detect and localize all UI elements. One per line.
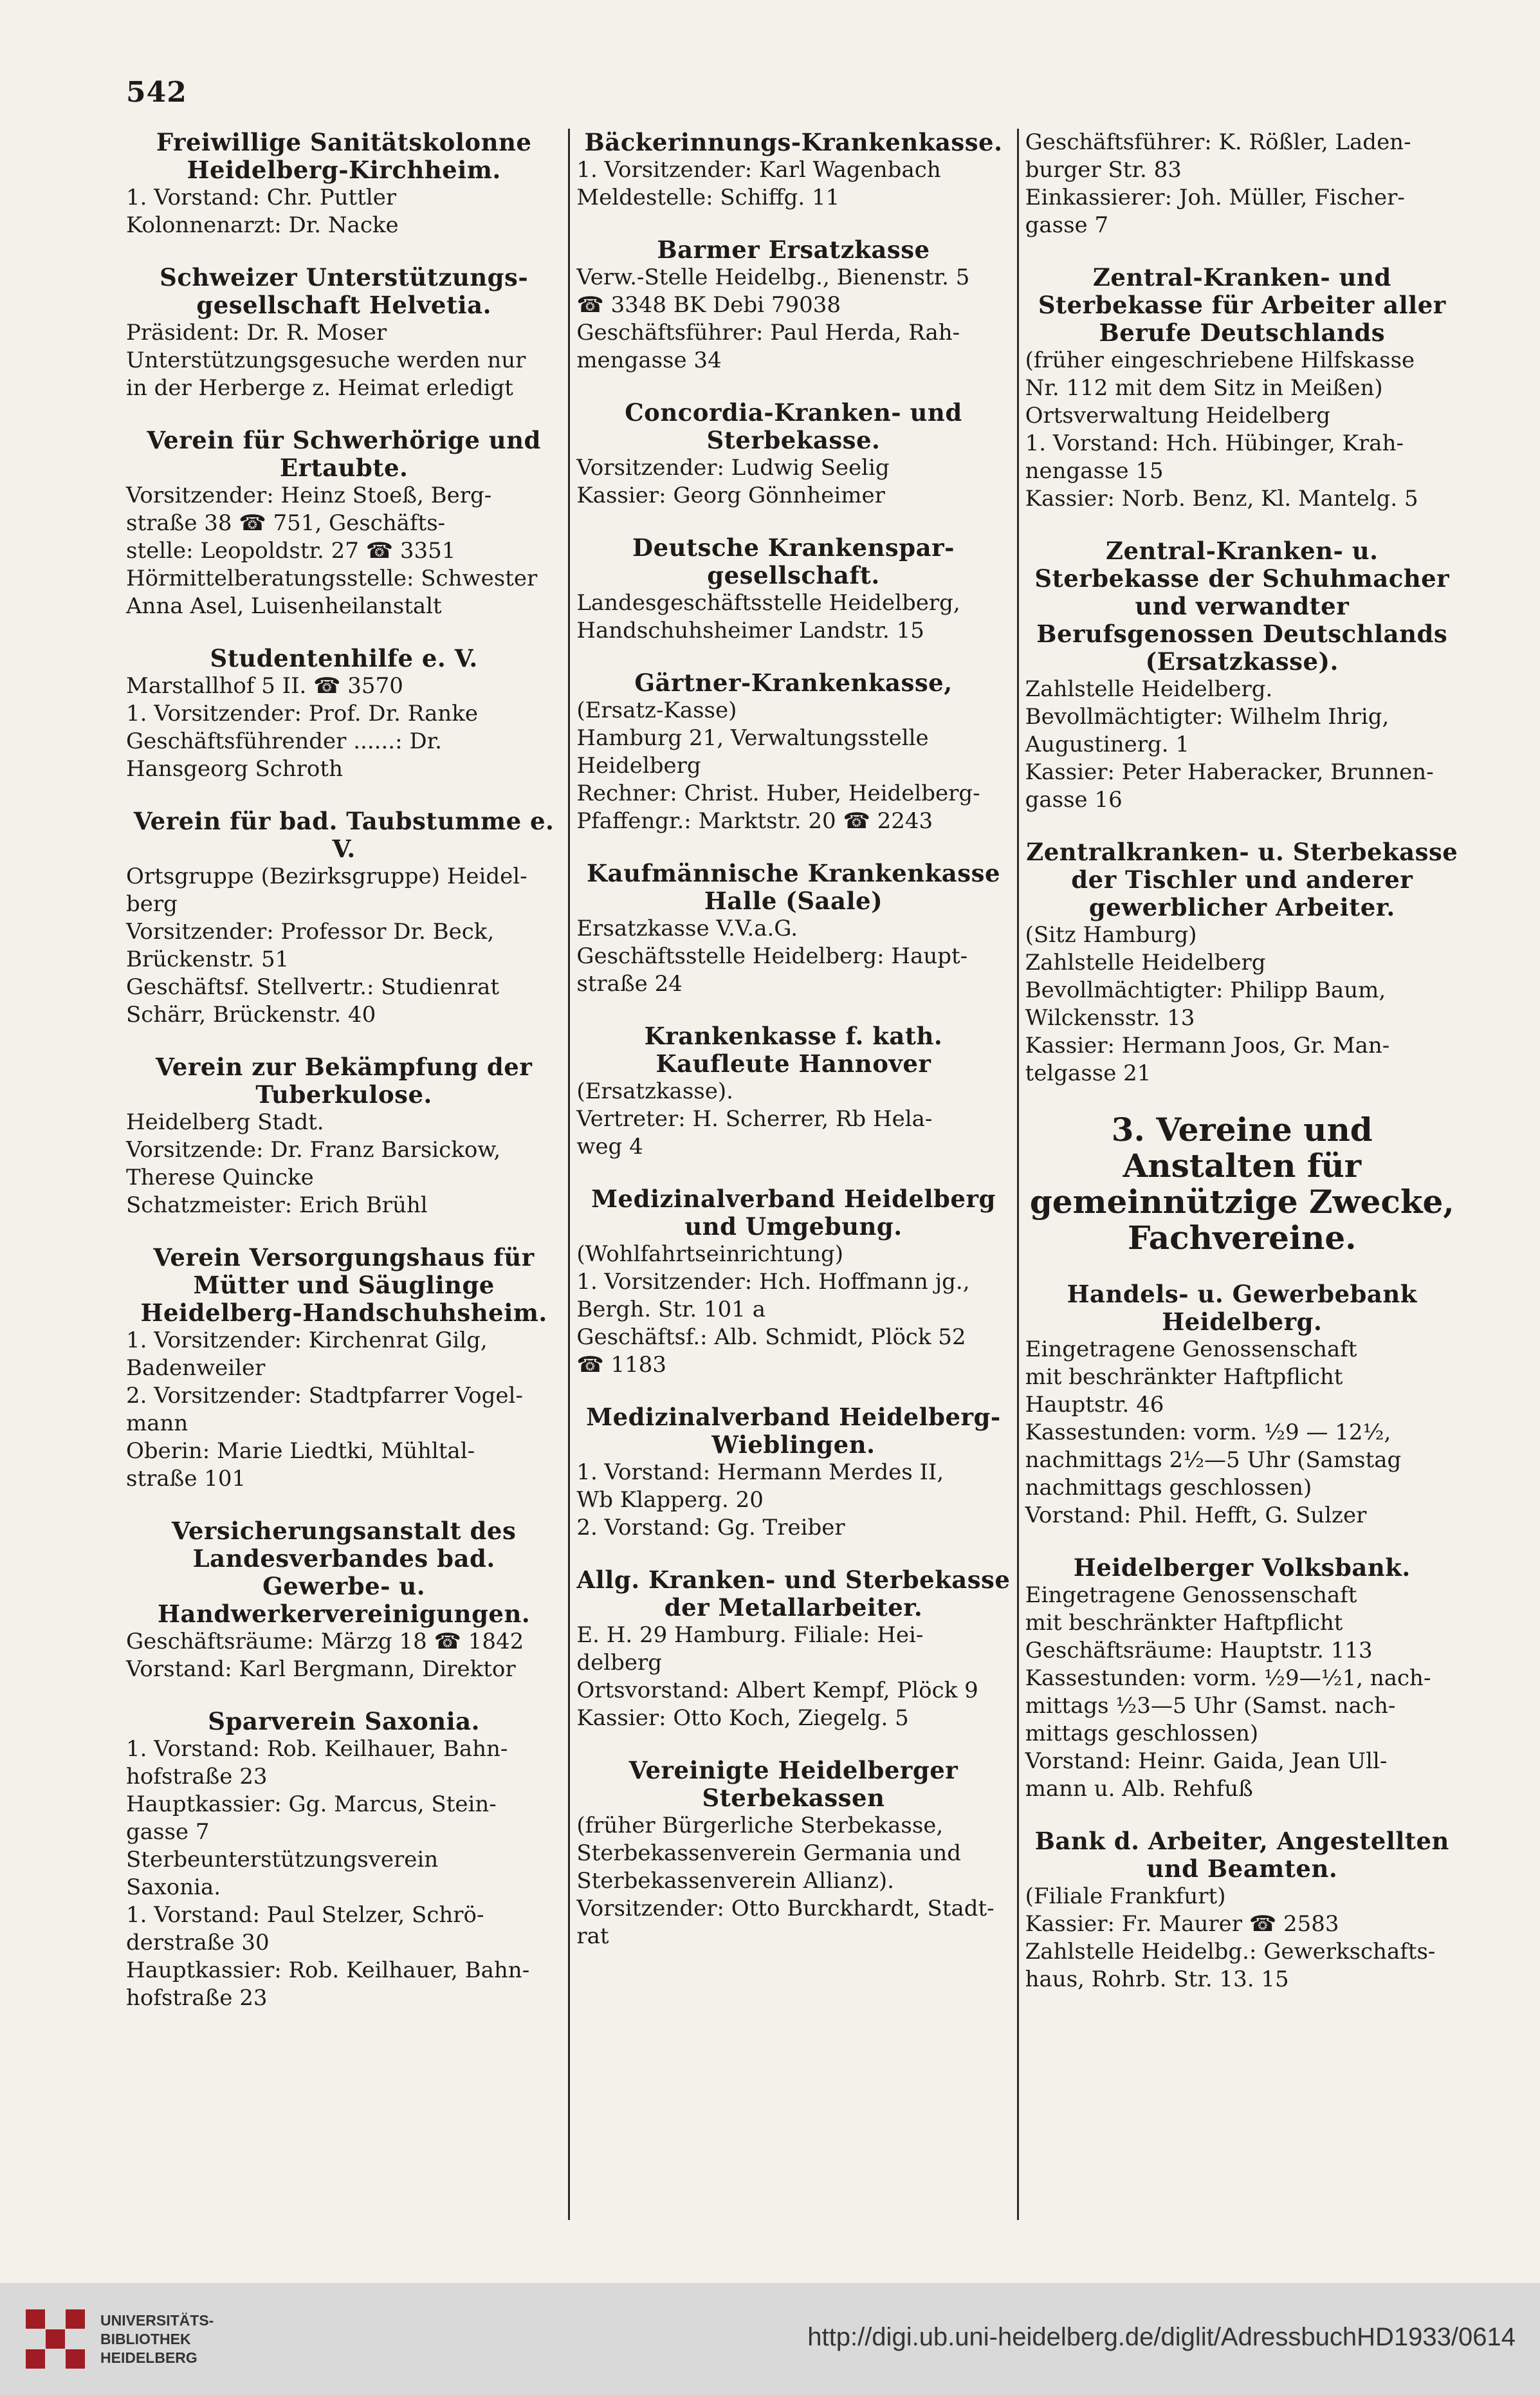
entry-heading: Handels- u. Gewerbebank Heidelberg. <box>1067 1280 1417 1336</box>
entry-heading: Verein für bad. Taubstumme e. V. <box>133 807 555 863</box>
entry-line: Eingetragene Genossenschaft <box>1025 1336 1357 1362</box>
directory-entry <box>126 1517 562 1683</box>
entry-heading: Heidelberger Volksbank. <box>1073 1553 1411 1582</box>
entry-line: Zahlstelle Heidelberg. <box>1025 676 1273 702</box>
entry-line: Handschuhsheimer Landstr. 15 <box>576 618 924 643</box>
entry-line: E. H. 29 Hamburg. Filiale: Hei- <box>576 1622 924 1648</box>
entry-line: Kassier: Georg Gönnheimer <box>576 483 885 508</box>
entry-line: 2. Vorsitzender: Stadtpfarrer Vogel- <box>126 1383 523 1409</box>
entry-heading: Schweizer Unterstützungs-gesellschaft Helvetia. <box>160 263 529 319</box>
directory-entry <box>576 860 1010 998</box>
entry-line: ☎ 3348 BK Debi 79038 <box>576 292 841 318</box>
column-left <box>120 129 568 2220</box>
entry-line: Wb Klapperg. 20 <box>576 1487 764 1513</box>
directory-entry <box>1025 838 1459 1087</box>
entry-line: Hamburg 21, Verwaltungsstelle <box>576 725 929 751</box>
entry-line: Ortsverwaltung Heidelberg <box>1025 403 1331 429</box>
entry-heading: Concordia-Kranken- und Sterbekasse. <box>625 398 962 454</box>
entry-line: Sterbeunterstützungsverein <box>126 1847 439 1873</box>
entry-line: Pfaffengr.: Marktstr. 20 ☎ 2243 <box>576 808 933 834</box>
entry-line: 2. Vorstand: Gg. Treiber <box>576 1515 845 1540</box>
entry-line: Badenweiler <box>126 1355 266 1381</box>
entry-line: Kassier: Norb. Benz, Kl. Mantelg. 5 <box>1025 486 1418 512</box>
directory-entry <box>576 1403 1010 1542</box>
directory-entry <box>126 1053 562 1219</box>
entry-line: Kassier: Peter Haberacker, Brunnen- <box>1025 759 1434 785</box>
entry-line: (Ersatz-Kasse) <box>576 698 737 723</box>
entry-line: Hauptkassier: Gg. Marcus, Stein- <box>126 1791 497 1817</box>
library-name <box>100 2311 214 2367</box>
entry-line: Hörmittelberatungsstelle: Schwester <box>126 566 538 591</box>
directory-entry <box>126 808 562 1029</box>
library-name-line: BIBLIOTHEK <box>100 2330 191 2347</box>
entry-line: Kassier: Otto Koch, Ziegelg. 5 <box>576 1705 909 1731</box>
entry-line: Vorsitzender: Ludwig Seelig <box>576 455 890 481</box>
entry-line: Unterstützungsgesuche werden nur <box>126 347 526 373</box>
entry-line: weg 4 <box>576 1134 643 1160</box>
entry-line: Hauptstr. 46 <box>1025 1392 1164 1418</box>
entry-line: Bevollmächtigter: Philipp Baum, <box>1025 977 1386 1003</box>
entry-line: Bevollmächtigter: Wilhelm Ihrig, <box>1025 704 1389 730</box>
entry-heading: Sparverein Saxonia. <box>208 1707 481 1735</box>
entry-heading: Verein Versorgungshaus für Mütter und Säuglinge Heidelberg-Handschuhsheim. <box>140 1243 547 1327</box>
entry-heading: Medizinalverband Heidelberg-Wieblingen. <box>586 1403 1001 1459</box>
entry-heading: Vereinigte Heidelberger Sterbekassen <box>628 1756 958 1812</box>
directory-entry <box>576 1185 1010 1379</box>
entry-line: Ortsgruppe (Bezirksgruppe) Heidel- <box>126 864 527 889</box>
entry-line: mengasse 34 <box>576 347 722 373</box>
entry-heading: Bäckerinnungs-Krankenkasse. <box>584 129 1003 156</box>
entry-heading: Freiwillige Sanitätskolonne Heidelberg-Kirchheim. <box>156 129 532 184</box>
directory-entry <box>126 427 562 620</box>
entry-line: telgasse 21 <box>1025 1060 1151 1086</box>
entry-line: Landesgeschäftsstelle Heidelberg, <box>576 590 960 616</box>
entry-line: mit beschränkter Haftpflicht <box>1025 1610 1343 1636</box>
entry-line: Geschäftsstelle Heidelberg: Haupt- <box>576 943 968 969</box>
directory-entry <box>1025 264 1459 513</box>
entry-heading: Zentralkranken- u. Sterbekasse der Tischler und anderer gewerblicher Arbeiter. <box>1026 838 1458 921</box>
entry-line: gasse 7 <box>126 1819 210 1845</box>
entry-line: Geschäftsf. Stellvertr.: Studienrat <box>126 974 499 1000</box>
directory-entry <box>576 236 1010 375</box>
entry-line: ☎ 1183 <box>576 1352 666 1378</box>
entry-line: Geschäftsräume: Märzg 18 ☎ 1842 <box>126 1629 524 1654</box>
entry-line: Marstallhof 5 II. ☎ 3570 <box>126 673 403 699</box>
entry-line: 1. Vorsitzender: Hch. Hoffmann jg., <box>576 1269 970 1295</box>
entry-line: Präsident: Dr. R. Moser <box>126 320 387 346</box>
entry-line: Hauptkassier: Rob. Keilhauer, Bahn- <box>126 1957 530 1983</box>
directory-entry <box>126 129 562 239</box>
entry-line: Vorsitzender: Heinz Stoeß, Berg- <box>126 483 492 508</box>
page-number: 542 <box>126 76 187 109</box>
entry-line: Vorstand: Heinr. Gaida, Jean Ull- <box>1025 1748 1388 1774</box>
entry-line: hofstraße 23 <box>126 1764 268 1789</box>
entry-heading: Zentral-Kranken- und Sterbekasse für Arbeiter aller Berufe Deutschlands <box>1038 263 1446 347</box>
entry-line: nachmittags 2½—5 Uhr (Samstag <box>1025 1447 1402 1473</box>
entry-line: Wilckensstr. 13 <box>1025 1005 1195 1031</box>
entry-line: Nr. 112 mit dem Sitz in Meißen) <box>1025 375 1383 401</box>
entry-line: Geschäftsf.: Alb. Schmidt, Plöck 52 <box>576 1324 966 1350</box>
column-right <box>1017 129 1465 2220</box>
entry-line: (Sitz Hamburg) <box>1025 922 1197 948</box>
directory-entry <box>126 264 562 402</box>
entry-line: nengasse 15 <box>1025 458 1164 484</box>
entry-line: Brückenstr. 51 <box>126 947 289 972</box>
entry-line: 1. Vorstand: Paul Stelzer, Schrö- <box>126 1902 484 1928</box>
entry-line: gasse 16 <box>1025 787 1123 813</box>
entry-line: Kassier: Fr. Maurer ☎ 2583 <box>1025 1911 1339 1937</box>
entry-line: Therese Quincke <box>126 1165 314 1190</box>
entry-heading: Verein für Schwerhörige und Ertaubte. <box>147 426 541 482</box>
directory-entry <box>1025 1827 1459 1993</box>
entry-line: rat <box>576 1923 609 1949</box>
entry-line: Rechner: Christ. Huber, Heidelberg- <box>576 781 980 806</box>
entry-line: Einkassierer: Joh. Müller, Fischer- <box>1025 185 1405 210</box>
entry-line: Zahlstelle Heidelberg <box>1025 950 1266 976</box>
entry-line: (Filiale Frankfurt) <box>1025 1883 1226 1909</box>
entry-heading: Versicherungsanstalt des Landesverbandes bad. Gewerbe- u. Handwerkervereinigungen. <box>158 1517 531 1628</box>
entry-line: Heidelberg <box>576 753 701 779</box>
entry-line: Kolonnenarzt: Dr. Nacke <box>126 212 399 238</box>
directory-columns <box>120 129 1465 2220</box>
entry-line: nachmittags geschlossen) <box>1025 1475 1312 1501</box>
entry-line: Vorstand: Phil. Hefft, G. Sulzer <box>1025 1503 1367 1528</box>
entry-line: (früher Bürgerliche Sterbekasse, <box>576 1813 944 1838</box>
entry-heading: Medizinalverband Heidelberg und Umgebung. <box>591 1185 996 1241</box>
entry-line: 1. Vorstand: Hermann Merdes II, <box>576 1459 944 1485</box>
entry-line: Verw.-Stelle Heidelbg., Bienenstr. 5 <box>576 264 970 290</box>
entry-line: 1. Vorstand: Rob. Keilhauer, Bahn- <box>126 1736 508 1762</box>
entry-heading: Barmer Ersatzkasse <box>657 236 930 264</box>
entry-line: Heidelberg Stadt. <box>126 1109 324 1135</box>
entry-line: straße 24 <box>576 971 683 997</box>
entry-line: Sterbekassenverein Allianz). <box>576 1868 894 1894</box>
entry-line: Schärr, Brückenstr. 40 <box>126 1002 376 1028</box>
entry-line: Oberin: Marie Liedtki, Mühltal- <box>126 1438 475 1464</box>
entry-line: Geschäftsführer: K. Rößler, Laden- <box>1025 129 1411 155</box>
entry-heading: Verein zur Bekämpfung der Tuberkulose. <box>155 1053 533 1109</box>
entry-line: mittags geschlossen) <box>1025 1721 1259 1746</box>
directory-entry <box>576 534 1010 645</box>
directory-entry <box>1025 1112 1459 1256</box>
entry-heading: Allg. Kranken- und Sterbekasse der Metallarbeiter. <box>576 1566 1011 1622</box>
entry-heading: Bank d. Arbeiter, Angestellten und Beamten. <box>1034 1827 1449 1883</box>
entry-line: hofstraße 23 <box>126 1985 268 2011</box>
directory-entry <box>1025 1554 1459 1803</box>
entry-line: Vorsitzende: Dr. Franz Barsickow, <box>126 1137 501 1163</box>
library-name-line: HEIDELBERG <box>100 2349 197 2366</box>
entry-line: Ersatzkasse V.V.a.G. <box>576 916 798 941</box>
entry-line: (Ersatzkasse). <box>576 1078 733 1104</box>
directory-entry <box>1025 1281 1459 1530</box>
directory-entry <box>576 669 1010 835</box>
entry-line: Augustinerg. 1 <box>1025 732 1190 757</box>
directory-entry <box>1025 537 1459 814</box>
entry-heading: Deutsche Krankenspar-gesellschaft. <box>632 533 955 589</box>
entry-line: derstraße 30 <box>126 1930 270 1956</box>
entry-line: Kassestunden: vorm. ½9 — 12½, <box>1025 1419 1391 1445</box>
entry-line: mann u. Alb. Rehfuß <box>1025 1776 1253 1802</box>
entry-line: Hansgeorg Schroth <box>126 756 343 782</box>
section-heading: 3. Vereine und Anstalten für gemeinnützige Zwecke, Fachvereine. <box>1029 1111 1454 1257</box>
entry-line: 1. Vorsitzender: Karl Wagenbach <box>576 157 941 183</box>
entry-heading: Kaufmännische Krankenkasse Halle (Saale) <box>586 859 1000 915</box>
directory-entry <box>576 1757 1010 1950</box>
entry-line: Meldestelle: Schiffg. 11 <box>576 185 840 210</box>
entry-line: Vorsitzender: Professor Dr. Beck, <box>126 919 495 945</box>
entry-line: Sterbekassenverein Germania und <box>576 1840 962 1866</box>
entry-line: mit beschränkter Haftpflicht <box>1025 1364 1343 1390</box>
entry-line: Schatzmeister: Erich Brühl <box>126 1192 428 1218</box>
entry-line: Anna Asel, Luisenheilanstalt <box>126 593 442 619</box>
directory-entry <box>576 1022 1010 1161</box>
entry-heading: Zentral-Kranken- u. Sterbekasse der Schuhmacher und verwandter Berufsgenossen Deutschlands (Ersatzkasse). <box>1034 537 1450 676</box>
entry-line: haus, Rohrb. Str. 13. 15 <box>1025 1966 1289 1992</box>
entry-line: (früher eingeschriebene Hilfskasse <box>1025 347 1415 373</box>
directory-entry <box>576 399 1010 510</box>
university-logo-icon <box>26 2309 85 2369</box>
entry-line: Geschäftsräume: Hauptstr. 113 <box>1025 1638 1373 1663</box>
entry-line: Kassier: Hermann Joos, Gr. Man- <box>1025 1033 1390 1059</box>
entry-line: Zahlstelle Heidelbg.: Gewerkschafts- <box>1025 1939 1436 1965</box>
entry-line: Saxonia. <box>126 1874 221 1900</box>
entry-line: 1. Vorstand: Hch. Hübinger, Krah- <box>1025 430 1404 456</box>
column-middle <box>568 129 1016 2220</box>
entry-line: Kassestunden: vorm. ½9—½1, nach- <box>1025 1665 1431 1691</box>
entry-line: gasse 7 <box>1025 212 1109 238</box>
entry-heading: Krankenkasse f. kath. Kaufleute Hannover <box>644 1022 943 1078</box>
entry-line: Ortsvorstand: Albert Kempf, Plöck 9 <box>576 1678 978 1703</box>
source-url-link[interactable]: http://digi.ub.uni-heidelberg.de/diglit/AdressbuchHD1933/0614 <box>807 2323 1516 2351</box>
entry-line: Vorstand: Karl Bergmann, Direktor <box>126 1656 516 1682</box>
entry-heading: Studentenhilfe e. V. <box>210 644 478 672</box>
entry-line: berg <box>126 891 178 917</box>
entry-line: in der Herberge z. Heimat erledigt <box>126 375 513 401</box>
entry-line: Geschäftsführer: Paul Herda, Rah- <box>576 320 960 346</box>
entry-line: Geschäftsführender ......: Dr. <box>126 728 442 754</box>
directory-entry <box>126 645 562 783</box>
entry-line: burger Str. 83 <box>1025 157 1182 183</box>
entry-line: Eingetragene Genossenschaft <box>1025 1582 1357 1608</box>
entry-heading: Gärtner-Krankenkasse, <box>634 669 953 697</box>
entry-line: straße 38 ☎ 751, Geschäfts- <box>126 510 446 536</box>
entry-line: Vorsitzender: Otto Burckhardt, Stadt- <box>576 1896 995 1921</box>
entry-line: stelle: Leopoldstr. 27 ☎ 3351 <box>126 538 456 564</box>
entry-line: 1. Vorsitzender: Kirchenrat Gilg, <box>126 1327 488 1353</box>
entry-line: Bergh. Str. 101 a <box>576 1297 766 1322</box>
entry-line: delberg <box>576 1650 662 1676</box>
library-name-line: UNIVERSITÄTS- <box>100 2311 214 2329</box>
entry-line: Vertreter: H. Scherrer, Rb Hela- <box>576 1106 933 1132</box>
entry-line: (Wohlfahrtseinrichtung) <box>576 1241 844 1267</box>
directory-entry <box>576 1566 1010 1732</box>
footer-bar <box>0 2283 1540 2395</box>
directory-entry <box>576 129 1010 212</box>
entry-line: mittags ½3—5 Uhr (Samst. nach- <box>1025 1693 1396 1719</box>
directory-entry <box>126 1708 562 2012</box>
entry-line: 1. Vorsitzender: Prof. Dr. Ranke <box>126 701 478 726</box>
entry-line: mann <box>126 1410 188 1436</box>
entry-line: 1. Vorstand: Chr. Puttler <box>126 185 397 210</box>
entry-line: straße 101 <box>126 1466 246 1492</box>
directory-entry <box>1025 129 1459 239</box>
directory-entry <box>126 1244 562 1493</box>
